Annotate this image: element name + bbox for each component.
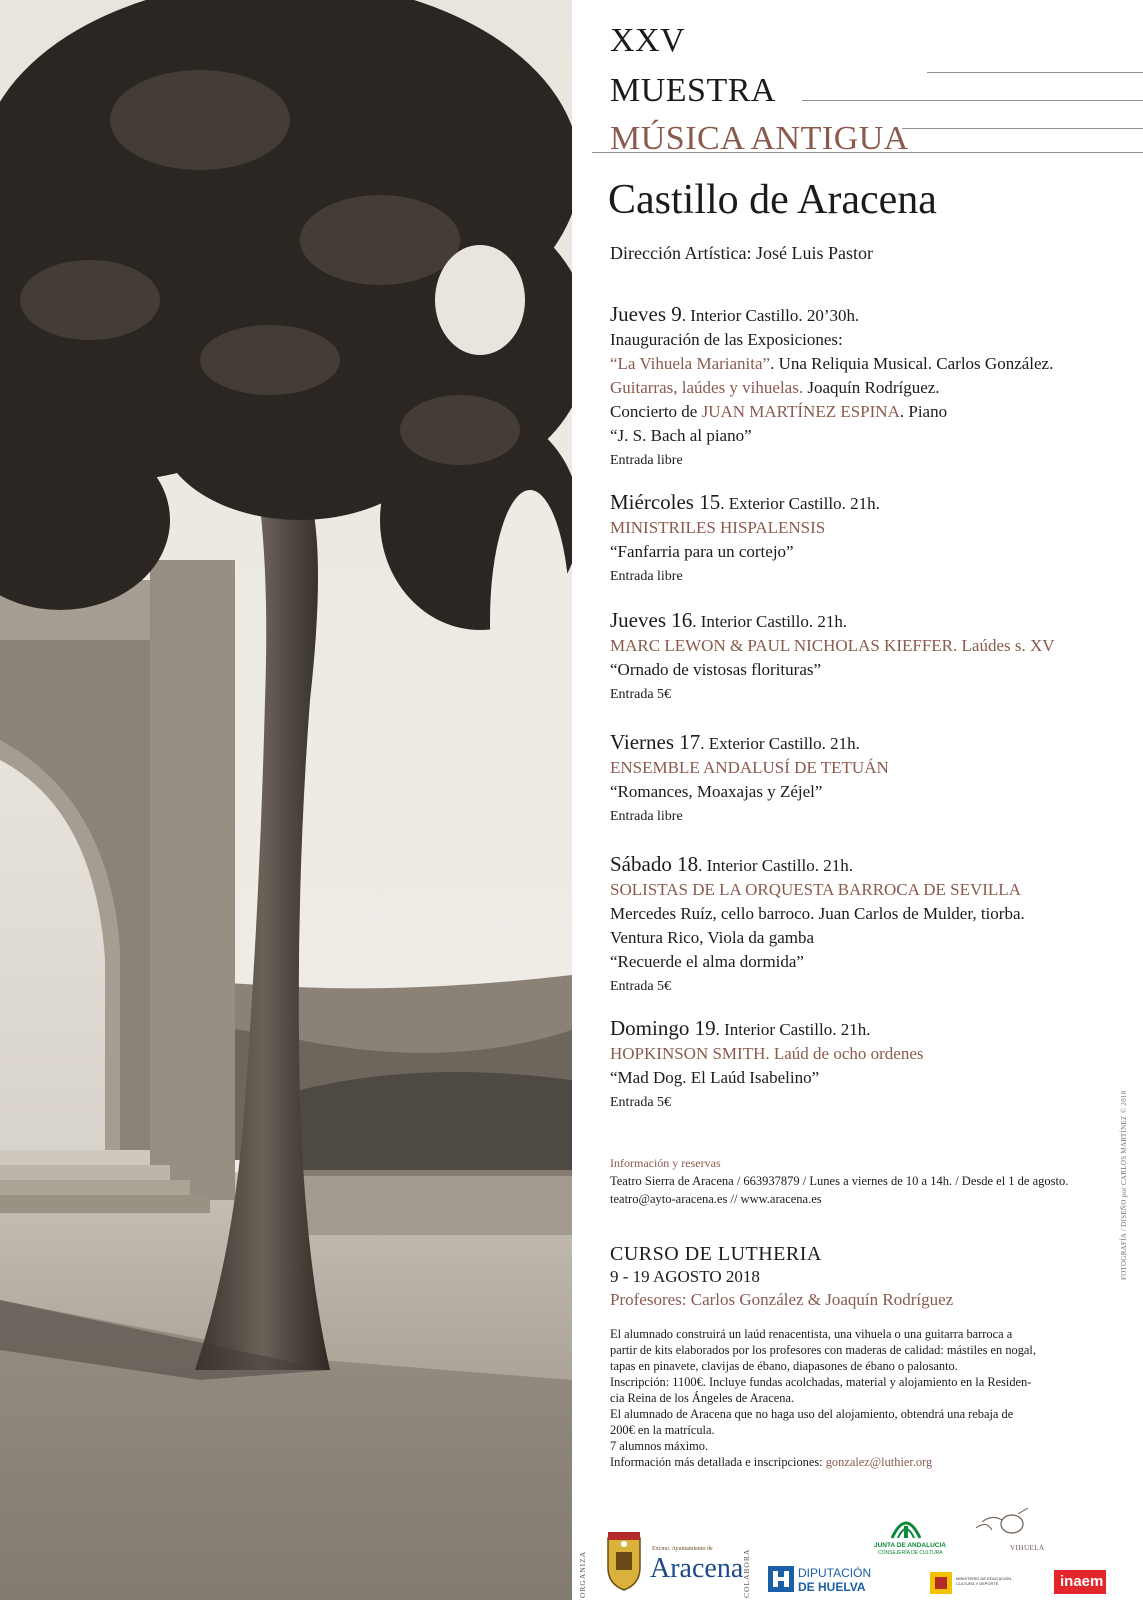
event-block: [610, 730, 1140, 828]
event-block: [610, 608, 1140, 706]
event-line: [610, 756, 1140, 780]
entry-price: Entrada 5€: [610, 979, 672, 994]
highlight-text: MINISTRILES HISPALENSIS: [610, 518, 826, 537]
event-text: Concierto de: [610, 402, 702, 421]
event-block: [610, 490, 1140, 588]
event-line: [610, 1042, 1140, 1066]
highlight-text: JUAN MARTÍNEZ ESPINA: [701, 402, 900, 421]
event-text: Joaquín Rodríguez.: [803, 378, 940, 397]
entry-price: Entrada libre: [610, 453, 683, 468]
diputacion-text: DIPUTACIÓN: [798, 1566, 872, 1580]
event-day: Viernes 17: [610, 730, 701, 754]
header-rule: [802, 100, 1143, 101]
junta-text: JUNTA DE ANDALUCIA: [874, 1542, 946, 1549]
event-day: Sábado 18: [610, 852, 699, 876]
event-venue-time: . Exterior Castillo. 21h.: [700, 734, 860, 753]
event-block: [610, 1016, 1140, 1114]
event-heading: [610, 1016, 1140, 1042]
spain-ministry-crest-icon: [930, 1572, 952, 1599]
event-line: [610, 400, 1140, 424]
event-day: Jueves 9: [610, 302, 682, 326]
event-text: Mercedes Ruíz, cello barroco. Juan Carlos de Mulder, tiorba.: [610, 904, 1025, 923]
event-line: [610, 634, 1140, 658]
event-block: [610, 852, 1140, 998]
curso-body-line: 7 alumnos máximo.: [610, 1439, 709, 1453]
curso-title: CURSO DE LUTHERIA: [610, 1243, 822, 1265]
diputacion-icon: [768, 1566, 794, 1597]
event-venue-time: . Interior Castillo. 21h.: [715, 1020, 871, 1039]
colabora-label: COLABORA: [742, 1548, 751, 1598]
event-line: [610, 878, 1140, 902]
curso-body-line: tapas en pinavete, clavijas de ébano, diapasones de ébano o palosanto.: [610, 1359, 958, 1373]
event-line: [610, 658, 1140, 682]
highlight-text: ENSEMBLE ANDALUSÍ DE TETUÁN: [610, 758, 889, 777]
highlight-text: SOLISTAS DE LA ORQUESTA BARROCA DE SEVILLA: [610, 880, 1021, 899]
curso-body-line: partir de kits elaborados por los profesores con maderas de calidad: mástiles en nogal,: [610, 1343, 1036, 1357]
edition-number: XXV: [610, 22, 686, 59]
curso-body-line: El alumnado construirá un laúd renacentista, una vihuela o una guitarra barroca a: [610, 1327, 1013, 1341]
contact-email[interactable]: gonzalez@luthier.org: [825, 1455, 933, 1469]
info-contact: Teatro Sierra de Aracena / 663937879 / Lunes a viernes de 10 a 14h. / Desde el 1 de agosto.: [610, 1174, 1069, 1188]
event-line: [610, 902, 1140, 926]
event-text: “Mad Dog. El Laúd Isabelino”: [610, 1068, 820, 1087]
info-block: [610, 1154, 1140, 1208]
event-line: [610, 926, 1140, 950]
inaem-logo: inaem: [1054, 1570, 1106, 1594]
event-text: “Fanfarria para un cortejo”: [610, 542, 794, 561]
event-venue-time: . Interior Castillo. 21h.: [692, 612, 848, 631]
program-column: [572, 0, 1143, 1600]
event-line: [610, 1066, 1140, 1090]
event-line: [610, 950, 1140, 974]
event-line: [610, 516, 1140, 540]
event-text: Inauguración de las Exposiciones:: [610, 330, 843, 349]
photo-credit: FOTOGRAFÍA / DISEÑO por CARLOS MARTÍNEZ © 2018: [1120, 1090, 1128, 1280]
curso-body-line: Inscripción: 1100€. Incluye fundas acolchadas, material y alojamiento en la Residen-: [610, 1375, 1032, 1389]
event-line: [610, 540, 1140, 564]
event-venue-time: . Exterior Castillo. 21h.: [720, 494, 880, 513]
curso-body-line: cia Reina de los Ángeles de Aracena.: [610, 1391, 795, 1405]
highlight-text: “La Vihuela Marianita”: [610, 354, 771, 373]
curso-more-info: Información más detallada e inscripciones: gonzalez@luthier.org: [610, 1455, 933, 1469]
cultura-text: CONSEJERÍA DE CULTURA: [878, 1550, 943, 1556]
event-heading: [610, 608, 1140, 634]
aracena-logo-text: Aracena: [650, 1553, 744, 1584]
event-text: “Ornado de vistosas florituras”: [610, 660, 822, 679]
ministerio-text: MINISTERIO DE EDUCACIÓN, CULTURA Y DEPORTE: [956, 1576, 1013, 1586]
event-day: Jueves 16: [610, 608, 693, 632]
header-rule: [902, 128, 1143, 129]
aracena-crest-icon: [604, 1530, 644, 1597]
event-venue-time: . Interior Castillo. 21h.: [698, 856, 853, 875]
organiza-label: ORGANIZA: [578, 1550, 587, 1598]
highlight-text: MARC LEWON & PAUL NICHOLAS KIEFFER. Laúdes s. XV: [610, 636, 1055, 655]
entry-price: Entrada libre: [610, 809, 683, 824]
huelva-text: DE HUELVA: [798, 1580, 866, 1594]
venue-title: Castillo de Aracena: [608, 177, 937, 223]
event-line: [610, 424, 1140, 448]
event-heading: [610, 490, 1140, 516]
muestra-title: MUESTRA: [610, 72, 776, 109]
event-line: [610, 352, 1140, 376]
entry-price: Entrada libre: [610, 569, 683, 584]
vihuela-text: VIHUELA: [1010, 1544, 1045, 1552]
curso-block: [610, 1242, 1140, 1470]
event-day: Domingo 19: [610, 1016, 716, 1040]
curso-body: [610, 1326, 1120, 1470]
event-heading: [610, 302, 1140, 328]
event-block: [610, 302, 1140, 472]
highlight-text: HOPKINSON SMITH. Laúd de ocho ordenes: [610, 1044, 924, 1063]
entry-price: Entrada 5€: [610, 687, 672, 702]
event-text: “J. S. Bach al piano”: [610, 426, 752, 445]
info-title: Información y reservas: [610, 1156, 721, 1170]
info-web: teatro@ayto-aracena.es // www.aracena.es: [610, 1192, 822, 1206]
header-rule: [927, 72, 1143, 73]
curso-dates: 9 - 19 AGOSTO 2018: [610, 1267, 760, 1286]
curso-body-line: 200€ en la matrícula.: [610, 1423, 715, 1437]
event-venue-time: . Interior Castillo. 20’30h.: [681, 306, 860, 325]
artistic-direction: Dirección Artística: José Luis Pastor: [610, 243, 873, 263]
event-text: “Romances, Moaxajas y Zéjel”: [610, 782, 823, 801]
event-day: Miércoles 15: [610, 490, 721, 514]
event-text: . Una Reliquia Musical. Carlos González.: [770, 354, 1054, 373]
event-line: [610, 780, 1140, 804]
event-heading: [610, 852, 1140, 878]
curso-body-line: El alumnado de Aracena que no haga uso del alojamiento, obtendrá una rebaja de: [610, 1407, 1014, 1421]
event-text: “Recuerde el alma dormida”: [610, 952, 804, 971]
highlight-text: Guitarras, laúdes y vihuelas.: [610, 378, 804, 397]
musica-antigua-title: MÚSICA ANTIGUA: [610, 120, 909, 157]
entry-price: Entrada 5€: [610, 1095, 672, 1110]
event-text: Ventura Rico, Viola da gamba: [610, 928, 815, 947]
event-heading: [610, 730, 1140, 756]
event-line: [610, 328, 1140, 352]
event-text: . Piano: [899, 402, 948, 421]
curso-profesores: Profesores: Carlos González & Joaquín Rodríguez: [610, 1290, 954, 1309]
event-line: [610, 376, 1140, 400]
aracena-small: Excmo. Ayuntamiento de: [652, 1546, 713, 1552]
